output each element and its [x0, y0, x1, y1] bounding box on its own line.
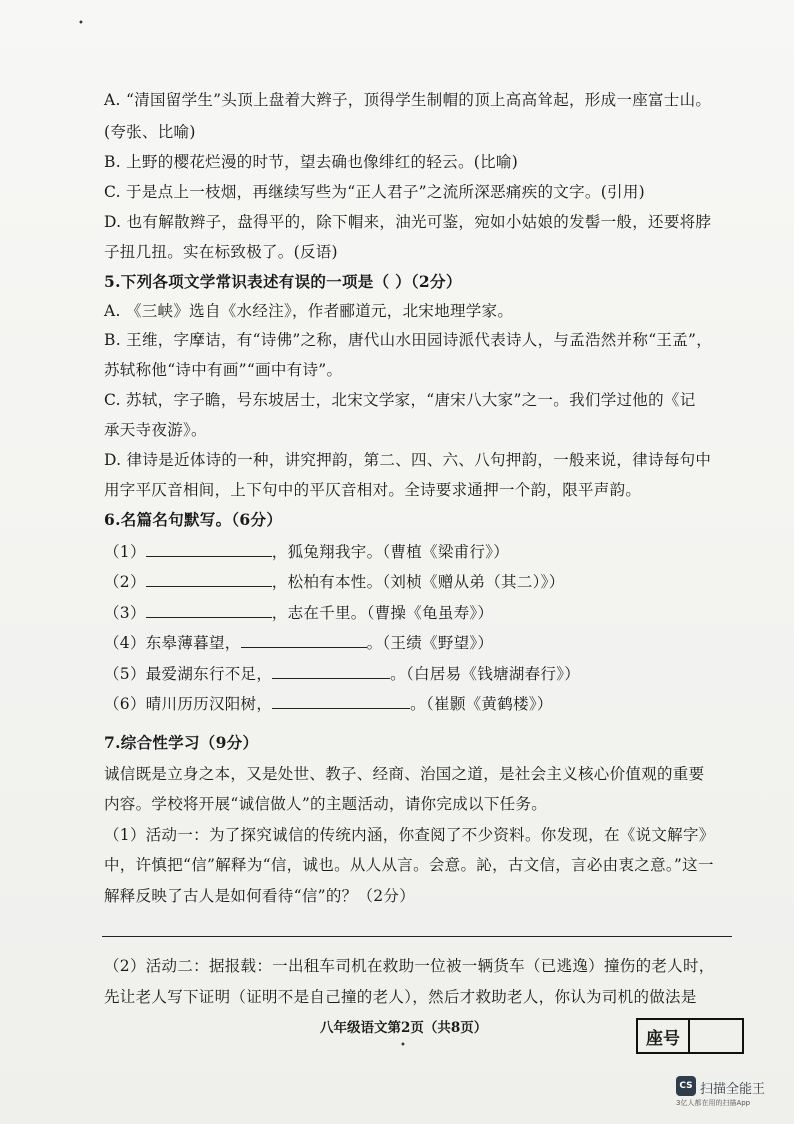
- q5-option-d-2: 用字平仄音相间，上下句中的平仄音相对。全诗要求通押一个韵，限平声韵。: [104, 481, 642, 499]
- page-footer: 八年级语文第2页（共8页）: [320, 1020, 488, 1036]
- option-d-line-2: 子扭几扭。实在标致极了。(反语): [104, 243, 338, 261]
- dictation-1-num: （1）: [104, 543, 146, 561]
- q5-option-b-2: 苏轼称他“诗中有画”“画中有诗”。: [104, 361, 343, 379]
- answer-blank-6[interactable]: [272, 694, 410, 709]
- dictation-5-text-a: （5）最爱湖东行不足，: [104, 665, 273, 683]
- question-7-title: 7.综合性学习（9分）: [104, 733, 259, 752]
- question-6-title: 6.名篇名句默写。（6分）: [104, 510, 283, 529]
- answer-blank-5[interactable]: [272, 664, 390, 679]
- q5-option-d: D. 律诗是近体诗的一种，讲究押韵，第二、四、六、八句押韵，一般来说，律诗每句中: [104, 451, 712, 469]
- option-c-line: C. 于是点上一枝烟，再继续写些为“正人君子”之流所深恶痛疾的文字。(引用): [104, 183, 646, 201]
- dictation-2: [104, 570, 565, 592]
- camscanner-logo-icon: CS: [676, 1076, 696, 1096]
- activity-2: （2）活动二：据报载：一出租车司机在救助一位被一辆货车（已逃逸）撞伤的老人时，: [104, 957, 715, 975]
- dictation-2-num: （2）: [104, 573, 146, 591]
- question-5-title: 5.下列各项文学常识表述有误的一项是（ ）（2分）: [104, 272, 462, 291]
- seat-number-field[interactable]: [690, 1020, 742, 1052]
- dictation-2-text: ，松柏有本性。（刘桢《赠从弟（其二）》）: [271, 573, 565, 591]
- seat-number-box: [636, 1018, 744, 1054]
- dictation-3: [104, 601, 493, 623]
- q7-intro-2: 内容。学校将开展“诚信做人”的主题活动，请你完成以下任务。: [104, 795, 548, 813]
- activity-2-2: 先让老人写下证明（证明不是自己撞的老人），然后才救助老人，你认为司机的做法是: [104, 988, 697, 1006]
- answer-line[interactable]: [102, 936, 732, 937]
- dictation-1: [104, 540, 509, 562]
- answer-blank-4[interactable]: [241, 633, 367, 648]
- dictation-4-text-a: （4）东皋薄暮望，: [104, 634, 241, 652]
- q5-option-a: A. 《三峡》选自《水经注》，作者郦道元，北宋地理学家。: [104, 302, 514, 320]
- activity-1-3: 解释反映了古人是如何看待“信”的？（2分）: [104, 887, 416, 905]
- q5-option-c-2: 承天寺夜游》。: [104, 421, 207, 439]
- scan-speck: •: [78, 18, 84, 29]
- scan-speck: •: [400, 1040, 406, 1051]
- q5-option-c: C. 苏轼，字子瞻，号东坡居士，北宋文学家，“唐宋八大家”之一。我们学过他的《记: [104, 391, 696, 409]
- dictation-4: [104, 631, 493, 653]
- dictation-1-text: ，狐兔翔我宇。（曹植《梁甫行》）: [271, 543, 510, 561]
- option-d-line: D. 也有解散辫子，盘得平的，除下帽来，油光可鉴，宛如小姑娘的发髻一般，还要将脖: [104, 213, 712, 231]
- seat-number-label: 座号: [638, 1020, 690, 1052]
- activity-1-2: 中，许慎把“信”解释为“信，诚也。从人从言。会意。訫，古文信，言必由衷之意。”这一: [104, 856, 714, 874]
- dictation-5-text-b: 。（白居易《钱塘湖春行》）: [390, 665, 581, 683]
- q7-intro: 诚信既是立身之本，又是处世、教子、经商、治国之道，是社会主义核心价值观的重要: [104, 765, 705, 783]
- watermark-subtitle: 3亿人都在用的扫描App: [676, 1099, 751, 1107]
- answer-blank-3[interactable]: [146, 603, 272, 618]
- activity-1: （1）活动一：为了探究诚信的传统内涵，你查阅了不少资料。你发现，在《说文解字》: [104, 826, 715, 844]
- dictation-6: [104, 692, 553, 714]
- answer-blank-1[interactable]: [146, 542, 272, 557]
- watermark-title: 扫描全能王: [700, 1082, 766, 1097]
- dictation-4-text-b: 。（王绩《野望》）: [366, 634, 494, 652]
- dictation-6-text-b: 。（崔颢《黄鹤楼》）: [410, 695, 553, 713]
- dictation-5: [104, 662, 580, 684]
- dictation-3-num: （3）: [104, 604, 146, 622]
- answer-blank-2[interactable]: [146, 572, 272, 587]
- option-a-line: A. “清国留学生”头顶上盘着大辫子，顶得学生制帽的顶上高高耸起，形成一座富士山。: [104, 91, 712, 109]
- dictation-3-text: ，志在千里。（曹操《龟虽寿》）: [271, 604, 494, 622]
- dictation-6-text-a: （6）晴川历历汉阳树，: [104, 695, 273, 713]
- option-a-note: (夸张、比喻): [104, 123, 196, 141]
- q5-option-b: B. 王维，字摩诘，有“诗佛”之称，唐代山水田园诗派代表诗人，与孟浩然并称“王孟”，: [104, 331, 713, 349]
- option-b-line: B. 上野的樱花烂漫的时节，望去确也像绯红的轻云。(比喻): [104, 153, 519, 171]
